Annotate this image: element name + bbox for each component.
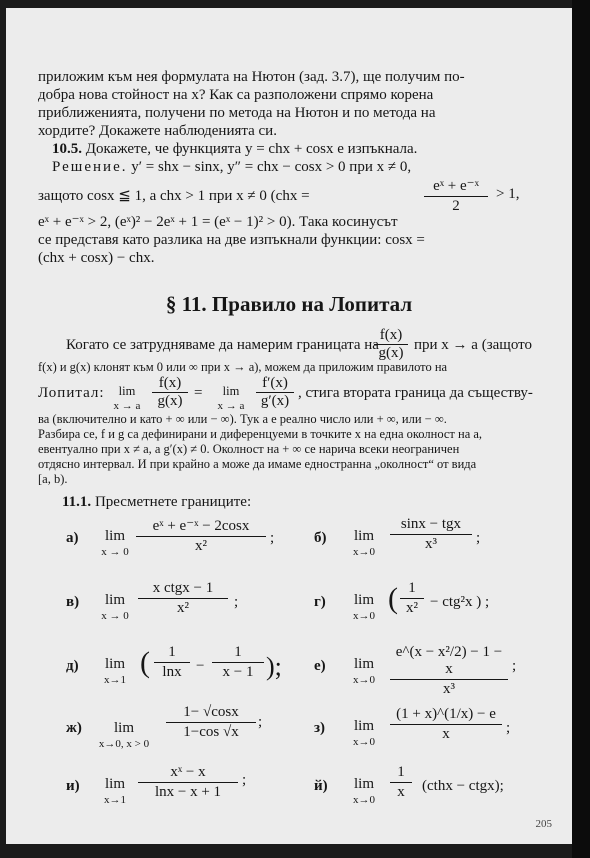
denominator: g(x) [378,345,404,361]
fraction [138,764,238,801]
punct: ; [234,594,239,610]
limit-subscript: x→1 [104,674,126,686]
fraction [390,764,412,801]
intro-text: отдясно интервал. И при крайно a може да имаме едностранна „околност“ от вида [38,457,477,471]
limit-subscript: x → 0 [101,610,129,622]
limit-subscript: x → a [113,400,141,412]
fraction [390,644,508,698]
denominator: x² [177,600,189,616]
problem-label: в) [66,594,80,610]
punct: ; [270,530,275,546]
punct: ; [512,658,517,674]
problem-label: и) [66,778,80,794]
denominator: lnx [162,664,182,680]
intro-text: Лопитал: [38,385,105,401]
problem-number: 10.5. [52,141,82,157]
denominator: g′(x) [260,393,290,409]
punct: ; [476,530,481,546]
limit-operator: lim [353,718,374,734]
limit [342,776,386,806]
limit [90,656,140,686]
intro-text: f(x) и g(x) клонят към 0 или ∞ при x → a), можем да приложим правилото на [38,360,448,374]
expression-tail: (cthx − ctgx); [422,778,504,794]
task-text: Пресметнете границите: [94,494,252,510]
limit-operator: lim [113,720,134,736]
denominator: x − 1 [222,664,254,680]
solution-line: се представя като разлика на две изпъкнали функции: cosx = [38,232,425,248]
expression-tail: − ctg²x ) ; [430,594,490,610]
limit-operator: lim [353,776,374,792]
fraction [152,376,188,409]
solution-text: y′ = shx − sinx, y″ = chx − cosx > 0 при x ≠ 0, [131,159,412,175]
numerator: f(x) [152,376,188,393]
solution-line [52,158,540,176]
numerator: eˣ + e⁻ˣ [424,176,488,197]
punct: ; [506,720,511,736]
limit-operator: lim [353,592,374,608]
limit-operator: lim [104,656,125,672]
denominator: x³ [425,536,437,552]
limit-subscript: x→0 [353,736,375,748]
numerator: 1 [212,644,264,663]
fraction [138,580,228,617]
limit [206,384,256,412]
intro-text: , стига втората граница да съществу- [298,385,533,401]
limit [90,592,140,622]
text-line: приложим към нея формулата на Нютон (зад. 3.7), ще получим по- [38,69,465,85]
problem-label: е) [314,658,326,674]
limit-operator: lim [353,528,374,544]
fraction [424,176,488,215]
fraction [154,644,190,681]
numerator: 1 [400,580,424,599]
fraction [374,328,408,361]
numerator: 1 [154,644,190,663]
text-line: приближенията, получени по метода на Нютон и по метода на [38,105,436,121]
denominator: 1−cos √x [183,724,239,740]
problem-label: з) [314,720,326,736]
intro-text: Когато се затрудняваме да намерим границата на [66,337,379,353]
text-line: добра нова стойност на x? Как са разположени спрямо корена [38,87,434,103]
equals: = [194,385,203,401]
denominator: 2 [452,198,460,214]
task-number: 11.1. [62,494,92,510]
fraction [390,516,472,553]
problem-label: г) [314,594,326,610]
limit [90,528,140,558]
numerator: x ctgx − 1 [138,580,228,599]
limit [342,528,386,558]
denominator: x [442,726,450,742]
numerator: 1− √cosx [166,704,256,723]
left-paren: ( [140,646,150,679]
limit-operator: lim [118,384,136,398]
page-number: 205 [535,818,552,830]
limit-operator: lim [104,528,125,544]
limit-subscript: x→0 [353,546,375,558]
problem-text: Докажете, че функцията y = chx + cosx е изпъкнала. [85,141,418,157]
limit-subscript: x→1 [104,794,126,806]
denominator: g(x) [157,393,183,409]
minus: − [196,658,205,674]
denominator: x³ [443,681,455,697]
fraction [400,580,424,617]
fraction [136,516,266,555]
limit [342,592,386,622]
fraction [166,704,256,741]
solution-text: защото cosx ≦ 1, а chx > 1 при x ≠ 0 (chx = [38,188,310,204]
numerator: eˣ + e⁻ˣ − 2cosx [136,516,266,537]
right-paren: ); [266,652,282,681]
limit-subscript: x→0 [353,794,375,806]
limit-subscript: x→0 [353,610,375,622]
scan-edge [572,0,590,858]
problem-label: ж) [66,720,82,736]
solution-line: eˣ + e⁻ˣ > 2, (eˣ)² − 2eˣ + 1 = (eˣ − 1)² > 0). Така косинусът [38,214,398,230]
left-paren: ( [388,582,398,615]
problem-10-5 [52,140,540,158]
intro-text: Разбира се, f и g са дефинирани и диференцуеми в точките x на една околност на a, [38,427,483,441]
numerator: 1 [390,764,412,783]
limit-operator: lim [104,776,125,792]
intro-text: евентуално при x ≠ a, а g′(x) ≠ 0. Околност на + ∞ се нарича всеки неограничен [38,442,460,456]
text-line: хордите? Докажете наблюденията си. [38,123,277,139]
punct: ; [258,714,263,730]
limit [342,656,386,686]
limit [86,720,162,750]
fraction [256,376,294,409]
section-title: § 11. Правило на Лопитал [165,292,413,316]
punct: ; [242,772,247,788]
numerator: f(x) [374,328,408,345]
intro-text: при x → a (защото [414,337,533,353]
limit-subscript: x → a [217,400,245,412]
denominator: x² [406,600,418,616]
limit [102,384,152,412]
book-page [6,8,572,844]
numerator: sinx − tgx [390,516,472,535]
task-heading [62,494,251,511]
problem-label: а) [66,530,79,546]
solution-text: > 1, [496,186,520,202]
intro-text: ва (включително и като + ∞ или − ∞). Тук a е реално число или + ∞, или − ∞. [38,412,447,426]
limit-subscript: x → 0 [101,546,129,558]
denominator: x [397,784,405,800]
limit-subscript: x→0 [353,674,375,686]
fraction [212,644,264,681]
solution-label: Решение. [52,159,128,175]
problem-label: й) [314,778,328,794]
denominator: lnx − x + 1 [154,784,222,800]
limit-operator: lim [222,384,240,398]
fraction [390,706,502,743]
limit [90,776,140,806]
numerator: e^(x − x²/2) − 1 − x [390,644,508,680]
denominator: x² [195,538,207,554]
numerator: (1 + x)^(1/x) − e [390,706,502,725]
solution-line: (chx + cosx) − chx. [38,250,155,266]
limit-operator: lim [353,656,374,672]
limit-operator: lim [104,592,125,608]
problem-label: б) [314,530,327,546]
numerator: xˣ − x [138,764,238,783]
intro-text: [a, b). [38,472,68,486]
limit [342,718,386,748]
problem-label: д) [66,658,79,674]
limit-subscript: x→0, x > 0 [98,738,150,750]
numerator: f′(x) [256,376,294,393]
